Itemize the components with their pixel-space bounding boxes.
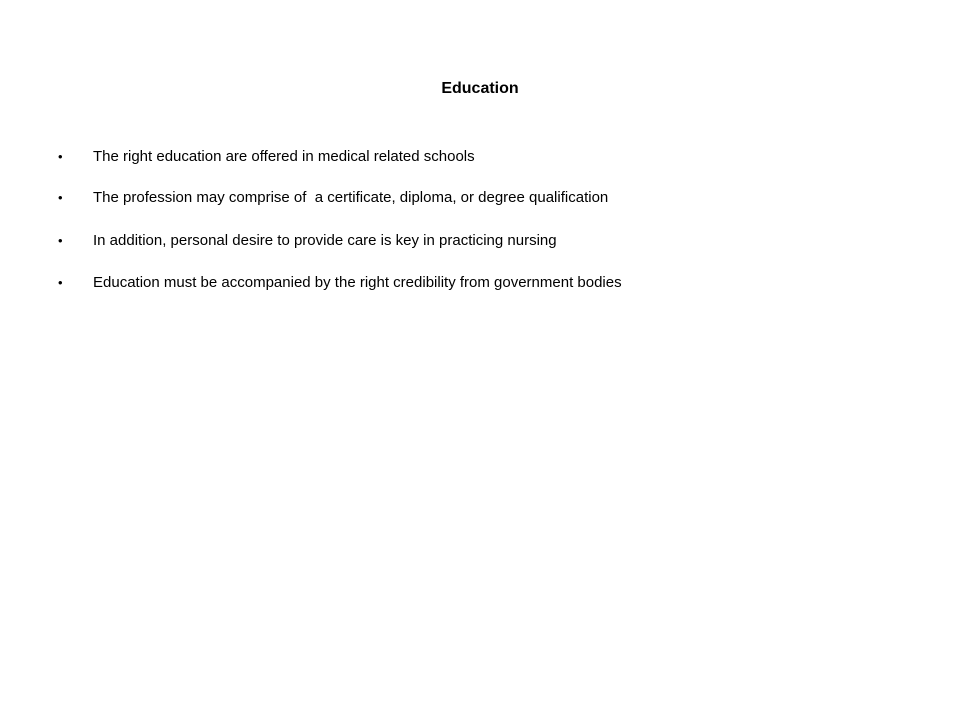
bullet-dot-icon: • — [58, 233, 63, 248]
bullet-item — [0, 273, 960, 293]
bullet-text: The right education are offered in medical related schools — [93, 148, 475, 165]
bullet-dot-icon: • — [58, 275, 63, 290]
bullet-dot-icon: • — [58, 190, 63, 205]
bullet-text: In addition, personal desire to provide care is key in practicing nursing — [93, 232, 557, 249]
bullet-dot-icon: • — [58, 149, 63, 164]
bullet-item — [0, 188, 960, 208]
bullet-item — [0, 231, 960, 251]
slide-title: Education — [441, 80, 519, 97]
bullet-text: The profession may comprise of a certificate, diploma, or degree qualification — [93, 189, 609, 206]
bullet-item — [0, 147, 960, 167]
bullet-text: Education must be accompanied by the right credibility from government bodies — [93, 274, 622, 291]
